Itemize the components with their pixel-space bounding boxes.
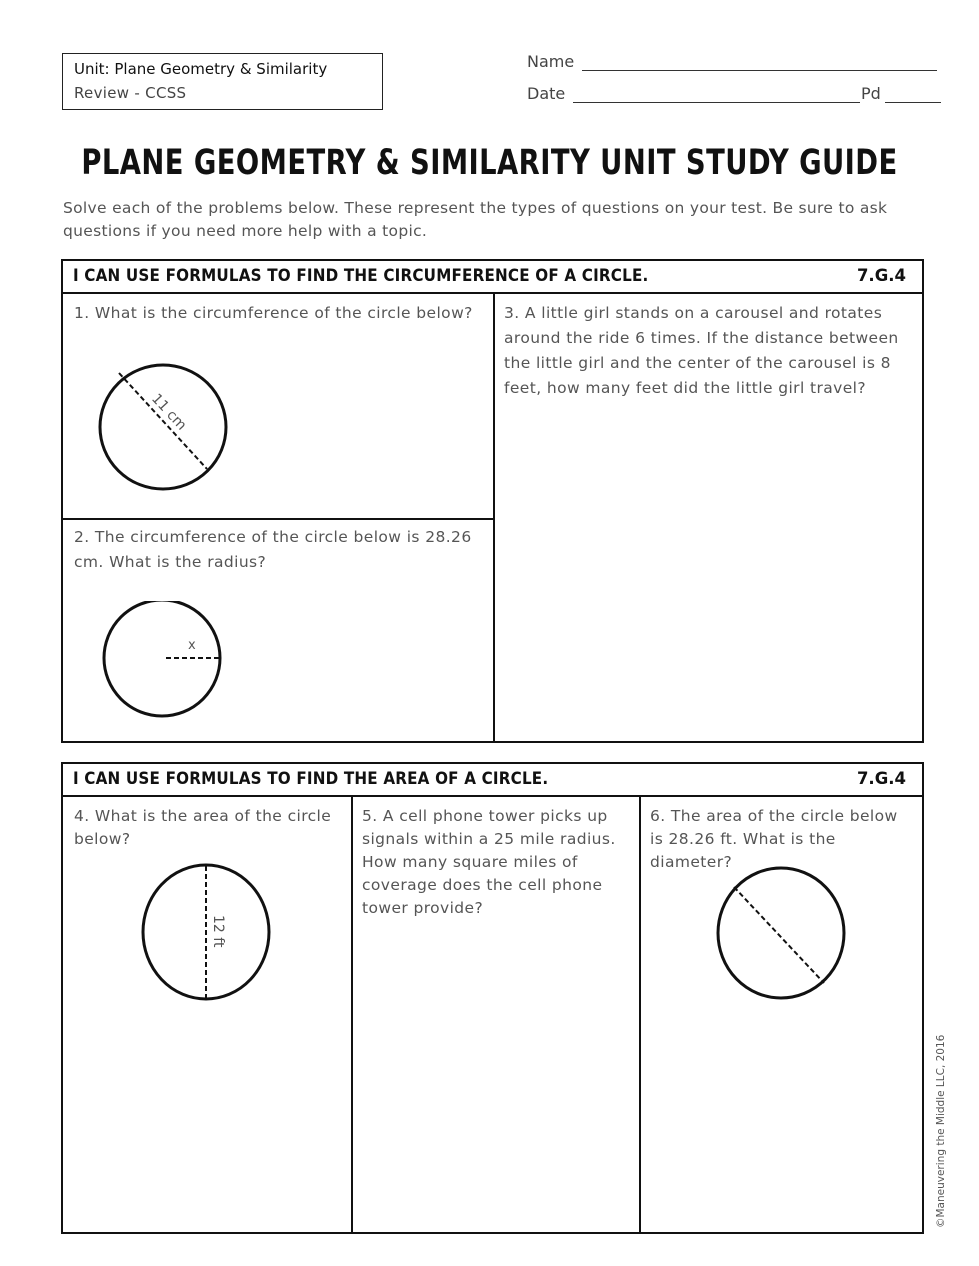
question-2: 2. The circumference of the circle below is 28.26 cm. What is the radius? [74,528,472,571]
row-divider [63,518,494,520]
name-field[interactable] [582,70,937,71]
diameter-label: 12 ft [210,915,226,948]
page-title: PLANE GEOMETRY & SIMILARITY UNIT STUDY GUIDE [81,143,898,183]
question-2-figure [99,601,224,721]
question-4-figure [136,860,271,1005]
question-6-figure [714,866,849,1006]
column-divider [351,797,353,1234]
area-section [61,762,924,1234]
question-1: 1. What is the circumference of the circle below? [74,304,473,322]
diameter-label: 11 cm [148,390,190,434]
question-1-figure [95,361,235,496]
review-label: Review - CCSS [74,84,187,102]
radius-label: x [188,638,196,653]
circle-shape [100,365,226,489]
date-field[interactable] [573,102,860,103]
section-header [63,764,922,797]
name-label: Name [527,52,575,71]
question-3: 3. A little girl stands on a carousel and rotates around the ride 6 times. If the distance between the little girl and the center of the carousel is 8 feet, how many feet did the little girl travel? [504,304,899,397]
question-6: 6. The area of the circle below is 28.26 ft. What is the diameter? [650,807,898,871]
circle-shape [718,868,844,998]
column-divider [639,797,641,1234]
section-title: I CAN USE FORMULAS TO FIND THE AREA OF A CIRCLE. [73,769,549,788]
copyright: ©Maneuvering the Middle LLC, 2016 [935,1034,947,1228]
diameter-line [119,373,207,469]
section-standard: 7.G.4 [856,266,906,285]
unit-label: Unit: Plane Geometry & Similarity [74,60,328,78]
question-4: 4. What is the area of the circle below? [74,807,332,848]
section-header [63,261,922,294]
section-standard: 7.G.4 [856,769,906,788]
circumference-section [61,259,924,743]
section-title: I CAN USE FORMULAS TO FIND THE CIRCUMFERENCE OF A CIRCLE. [73,266,649,285]
unit-box [62,53,383,110]
instructions: Solve each of the problems below. These represent the types of questions on your test. Be sure to ask questions if you need more help with a topic. [63,199,888,240]
period-field[interactable] [885,102,941,103]
period-label: Pd [861,84,881,103]
diameter-line [734,887,824,983]
date-label: Date [527,84,566,103]
question-5: 5. A cell phone tower picks up signals within a 25 mile radius. How many square miles of coverage does the cell phone tower provide? [362,807,616,917]
